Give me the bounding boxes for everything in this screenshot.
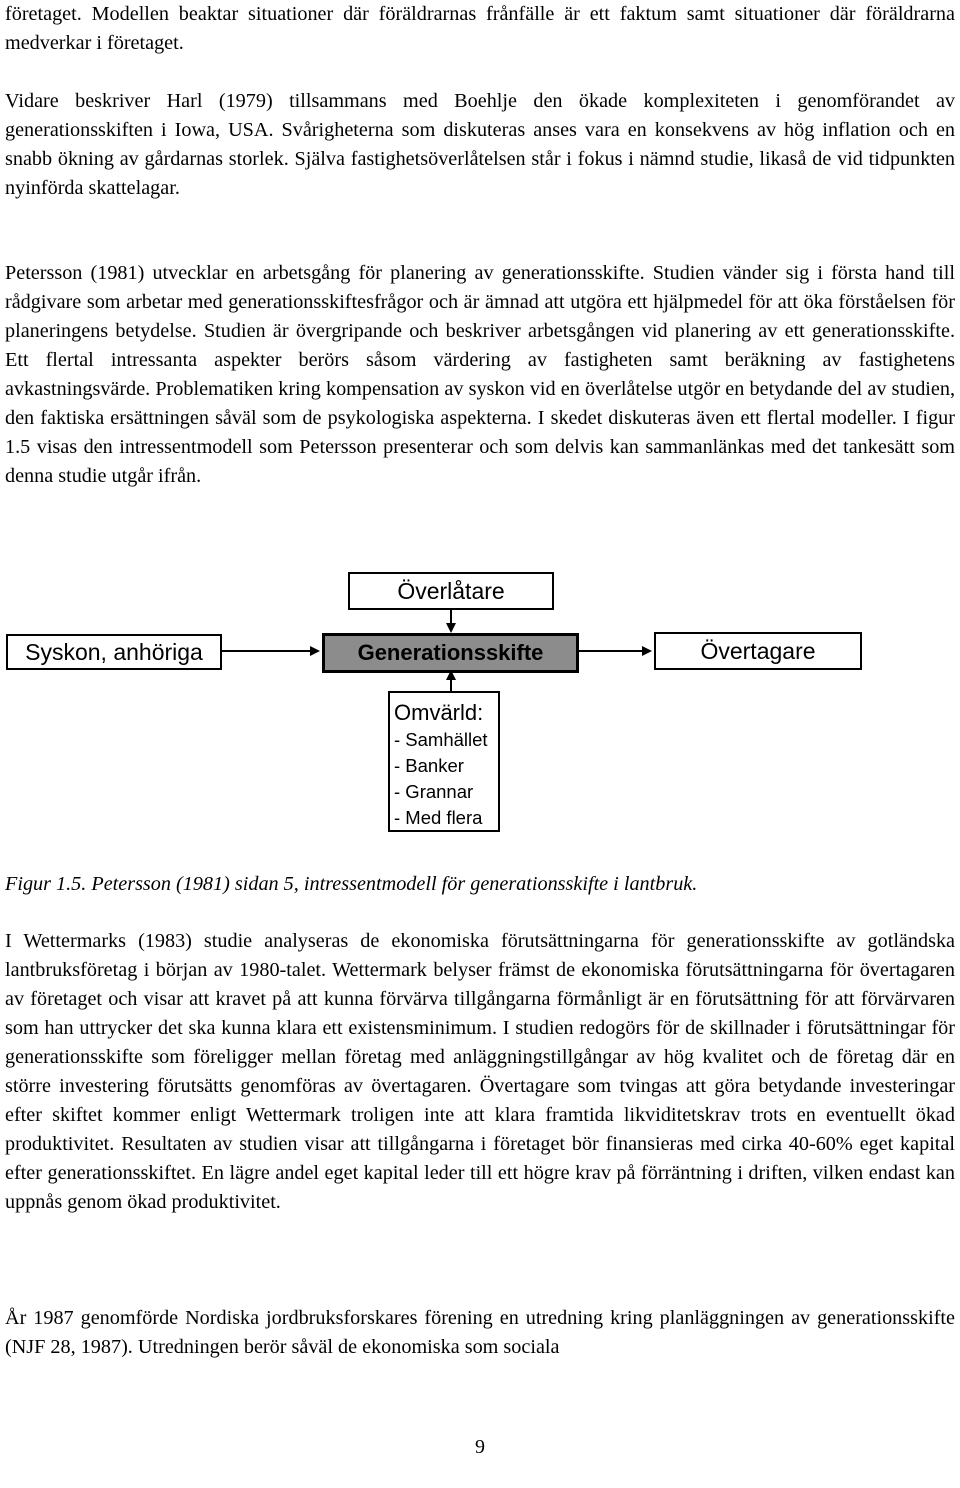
- paragraph-petersson: Petersson (1981) utvecklar en arbetsgång för planering av generationsskifte. Studien vänder sig i första hand till rådgivare som arbetar med generationsskiftesfrågor och är ämnad att utgöra ett hjälpmedel för att öka förståelsen för planeringens betydelse. Studien är övergripande och beskriver arbetsgången vid planering av ett generationsskifte. Ett flertal intressanta aspekter berörs såsom värdering av fastigheten samt beräkning av fastighetens avkastningsvärde. Problematiken kring kompensation av syskon vid en överlåtelse utgör en betydande del av studien, den faktiska ersättningen såväl som de psykologiska aspekterna. I skedet diskuteras även ett flertal modeller. I figur 1.5 visas den intressentmodell som Petersson presenterar och som delvis kan sammanlänkas med det tankesätt som denna studie utgår ifrån.: [5, 262, 955, 487]
- generation-shift-label: Generationsskifte: [357, 640, 544, 665]
- environment-title: Omvärld:: [394, 700, 484, 725]
- figure-caption: Figur 1.5. Petersson (1981) sidan 5, intressentmodell för generationsskifte i lantbruk.: [5, 873, 698, 895]
- transferor-box: [348, 572, 554, 610]
- successor-box: [654, 632, 862, 670]
- page-number: 9: [475, 1436, 485, 1458]
- environment-item-others: - Med flera: [394, 807, 483, 828]
- paragraph-wettermark: I Wettermarks (1983) studie analyseras de ekonomiska förutsättningarna för generationsskifte av gotländska lantbruksföretag i början av 1980-talet. Wettermark belyser främst de ekonomiska förutsättningarna för övertagaren av företaget och visar att kravet på att kunna förvärva tillgångarna förmånligt är en förutsättning för att förvärvaren som han uttrycker det ska kunna klara ett existensminimum. I studien redogörs för de skillnader i förutsättningar för generationsskifte som föreligger mellan företag med anläggningstillgångar av hög kvalitet och de företag där en större investering förutsätts genomföras av övertagaren. Övertagare som tvingas att göra betydande investeringar efter skiftet kommer enligt Wettermark troligen inte att klara framtida likviditetskrav trots en eventuellt ökad produktivitet. Resultaten av studien visar att tillgångarna i företaget bör finansieras med cirka 40-60% eget kapital efter generationsskiftet. En lägre andel eget kapital leder till ett högre krav på förräntning i driften, vilken endast kan uppnås genom ökad produktivitet.: [5, 930, 955, 1213]
- transferor-label: Överlåtare: [397, 577, 505, 604]
- paragraph-harl: Vidare beskriver Harl (1979) tillsammans med Boehlje den ökade komplexiteten i genomförandet av generationsskiften i Iowa, USA. Svårigheterna som diskuteras anses vara en konsekvens av hög inflation och en snabb ökning av gårdarnas storlek. Själva fastighetsöverlåtelsen står i fokus i nämnd studie, likaså de vid tidpunkten nyinförda skattelagar.: [5, 90, 955, 199]
- environment-item-banks: - Banker: [394, 755, 464, 776]
- generation-shift-box: [322, 633, 579, 673]
- stakeholder-model-diagram: [0, 560, 960, 850]
- environment-item-society: - Samhället: [394, 729, 488, 750]
- environment-box: [388, 691, 500, 832]
- siblings-relatives-box: [6, 634, 222, 670]
- siblings-relatives-label: Syskon, anhöriga: [25, 638, 203, 665]
- paragraph-intro-continuation: företaget. Modellen beaktar situationer där föräldrarnas frånfälle är ett faktum samt situationer där föräldrarna medverkar i företaget.: [5, 3, 955, 54]
- successor-label: Övertagare: [700, 637, 816, 664]
- paragraph-njf: År 1987 genomförde Nordiska jordbruksforskares förening en utredning kring planläggningen av generationsskifte (NJF 28, 1987). Utredningen berör såväl de ekonomiska som sociala: [5, 1307, 955, 1358]
- environment-item-neighbours: - Grannar: [394, 781, 474, 802]
